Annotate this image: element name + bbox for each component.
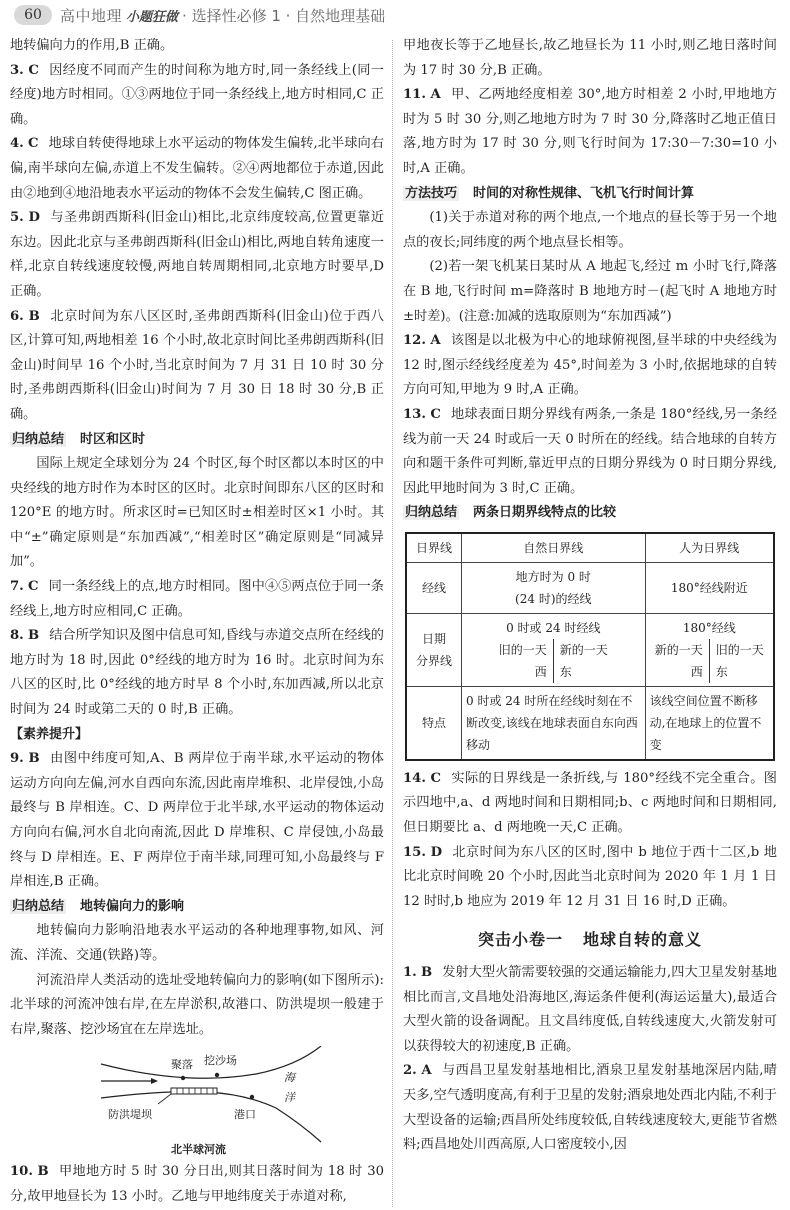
table-row	[406, 562, 774, 613]
table-cell: 地方时为 0 时 (24 时)的经线	[462, 562, 646, 613]
answer-7: 7. C 同一条经线上的点,地方时相同。图中④⑤两点位于同一条经线上,地方时应相同,C 正确。	[10, 579, 384, 619]
table-header-cell: 日界线	[406, 533, 462, 563]
levee-shape	[171, 1088, 217, 1094]
table-row	[406, 613, 774, 686]
method-text-1: (1)关于赤道对称的两个地点,一个地点的昼长等于另一个地点的夜长;同纬度的两个地点昼长相等。	[403, 210, 777, 250]
label-port: 港口	[234, 1108, 256, 1122]
left-column	[10, 34, 384, 1210]
label-sand-pit: 挖沙场	[204, 1054, 237, 1068]
table-cell: 0 时或 24 时所在经线时刻在不断改变,该线在地球表面自东向西移动	[462, 686, 646, 760]
answer-14: 14. C 实际的日界线是一条折线,与 180°经线不完全重合。图示四地中,a、d 两地时间和日期相同;b、c 两地时间和日期相同,但日期要比 a、d 两地晚一天,C 正确。	[403, 770, 777, 836]
summary-text-coriolis-1: 地转偏向力影响沿地表水平运动的各种地理事物,如风、河流、洋流、交通(铁路)等。	[10, 923, 384, 963]
brand-logo: 小题狂做	[126, 9, 179, 25]
row-label: 经线	[406, 562, 462, 613]
quiz-answer-2: 2. A 与西昌卫星发射基地相比,酒泉卫星发射基地深居内陆,晴天多,空气透明度高,有利于卫星的发射;酒泉地处西北内陆,不利于大型设备的运输;西昌所处纬度较低,自转线速度较大,更能节省燃料;西昌地处川西高原,人口密度较小,因	[403, 1063, 777, 1153]
summary-text-coriolis-2: 河流沿岸人类活动的选址受地转偏向力的影响(如下图所示):北半球的河流冲蚀右岸,在左岸淤积,故港口、防洪堤坝一般建于右岸,聚落、挖沙场宜在左岸选址。	[10, 972, 384, 1037]
answer-6: 6. B 北京时间为东八区区时,圣弗朗西斯科(旧金山)位于西八区,计算可知,两地相差 16 个小时,故北京时间比圣弗朗西斯科(旧金山)时间早 16 个小时,当北京时间为 7 月 31 日 10 时 30 分时,圣弗朗西斯科(旧金山)时间为 7 月 30 日 18 时 30 分,B 正确。	[10, 308, 384, 422]
continued-paragraph-right: 甲地夜长等于乙地昼长,故乙地昼长为 11 小时,则乙地日落时间为 17 时 30 分,B 正确。	[403, 38, 777, 78]
river-diagram	[96, 1046, 326, 1156]
answer-3: 3. C 因经度不同而产生的时间称为地方时,同一条经线上(同一经度)地方时相同。①③两地位于同一条经线上,地方时相同,C 正确。	[10, 62, 384, 127]
page-header	[0, 0, 790, 30]
table-header-cell: 自然日界线	[462, 533, 646, 563]
flow-arrow-head	[151, 1078, 158, 1084]
right-column	[403, 34, 777, 1158]
table-row	[406, 686, 774, 760]
label-settlement: 聚落	[171, 1058, 193, 1072]
answer-13: 13. C 地球表面日期分界线有两条,一条是 180°经线,另一条经线为前一天 24 时或后一天 0 时所在的经线。结合地球的自转方向和题干条件可判断,靠近甲点的日期分界线为 0 时日期分界线,因此甲地时间为 3 时,C 正确。	[403, 406, 777, 496]
table-header-row	[406, 533, 774, 563]
method-text-2: (2)若一架飞机某日某时从 A 地起飞,经过 m 小时飞行,降落在 B 地,飞行时间 m=降落时 B 地地方时－(起飞时 A 地地方时±时差)。(注意:加减的选取原则为“东加西减”)	[403, 259, 777, 324]
column-divider	[392, 40, 393, 1207]
answer-12: 12. A 该图是以北极为中心的地球俯视图,昼半球的中央经线为 12 时,图示经线经度差为 45°,时间差为 3 小时,依据地球的自转方向可知,甲地为 9 时,A 正确。	[403, 333, 777, 398]
section-title: 突击小卷一 地球自转的意义	[477, 930, 703, 950]
answer-9: 9. B 由图中纬度可知,A、B 两岸位于南半球,水平运动的物体运动方向向左偏,河水自西向东流,因此南岸堆积、北岸侵蚀,小岛最终与 B 岸相连。C、D 两岸位于北半球,水平运动的物体运动方向向右偏,河水自北向南流,因此 D 岸堆积、C 岸侵蚀,小岛最终与 D 岸相连。E、F 两岸位于南半球,同理可知,小岛最终与 F 岸相连,B 正确。	[10, 751, 384, 890]
book-title: 高中地理	[60, 6, 123, 25]
answer-8: 8. B 结合所学知识及图中信息可知,昏线与赤道交点所在经线的地方时为 18 时,因此 0°经线的地方时为 16 时。北京时间为东八区的区时,比 0°经线的地方时早 8 个小时,东加西减,所以北京时间为 24 时或第二天的 0 时,B 正确。	[10, 628, 384, 718]
method-heading: 方法技巧 时间的对称性规律、飞机飞行时间计算	[405, 185, 695, 201]
table-cell: 该线空间位置不断移动,在地球上的位置不变	[645, 686, 774, 760]
answer-11: 11. A 甲、乙两地经度相差 30°,地方时相差 2 小时,甲地地方时为 5 时 30 分,则乙地地方时为 7 时 30 分,降落时乙地正值日落,地方时为 17 时 30 分,则飞行时间为 17:30－7:30=10 小时,A 正确。	[403, 87, 777, 176]
answer-10: 10. B 甲地地方时 5 时 30 分日出,则其日落时间为 18 时 30 分,故甲地昼长为 13 小时。乙地与甲地纬度关于赤道对称,	[10, 1164, 384, 1204]
table-header-cell: 人为日界线	[645, 533, 774, 563]
summary-heading-date-line: 归纳总结 两条日期界线特点的比较	[405, 505, 617, 521]
row-label: 日期 分界线	[406, 613, 462, 686]
label-ocean: 海洋	[284, 1071, 295, 1105]
page-number: 60	[14, 5, 52, 25]
table-cell: 180°经线 新的一天 旧的一天 西 东	[645, 613, 774, 686]
continued-paragraph: 地转偏向力的作用,B 正确。	[10, 38, 174, 53]
date-line-comparison-table	[405, 532, 775, 761]
summary-heading-time-zones: 归纳总结 时区和区时	[12, 431, 146, 447]
literacy-heading: 【素养提升】	[10, 726, 89, 742]
row-label: 特点	[406, 686, 462, 760]
summary-text-time-zones: 国际上规定全球划分为 24 个时区,每个时区都以本时区的中央经线的地方时作为本时区的区时。北京时间即东八区的区时和 120°E 的地方时。所求区时=已知区时±相差时区×1 小时。其中“±”确定原则是“东加西减”,“相差时区”确定原则是“同减异加”。	[10, 456, 384, 570]
quiz-answer-1: 1. B 发射大型火箭需要较强的交通运输能力,四大卫星发射基地相比而言,文昌地处沿海地区,海运条件便利(海运运量大),最适合大型火箭的设备调配。且文昌纬度低,自转线速度大,火箭发射可以获得较大的初速度,B 正确。	[403, 965, 777, 1054]
book-subtitle: · 选择性必修 1 · 自然地理基础	[182, 6, 386, 25]
answer-4: 4. C 地球自转使得地球上水平运动的物体发生偏转,北半球向右偏,南半球向左偏,赤道上不发生偏转。②④两地都位于赤道,因此由②地到④地沿地表水平运动的物体不会发生偏转,C 图正确。	[10, 136, 384, 201]
table-cell: 0 时或 24 时经线 旧的一天 新的一天 西 东	[462, 613, 646, 686]
levee-pointer	[158, 1094, 171, 1104]
figure-caption: 北半球河流	[171, 1143, 226, 1157]
answer-15: 15. D 北京时间为东八区的区时,图中 b 地位于西十二区,b 地比北京时间晚 20 个小时,因此当北京时间为 2020 年 1 月 1 日 12 时时,b 地应为 2019 年 12 月 31 日 16 时,D 正确。	[403, 844, 777, 909]
label-levee: 防洪堤坝	[108, 1108, 152, 1122]
answer-5: 5. D 与圣弗朗西斯科(旧金山)相比,北京纬度较高,位置更靠近东边。因此北京与圣弗朗西斯科(旧金山)相比,两地自转角速度一样,北京自转线速度较慢,两地自转周期相同,北京地方时要早,D 正确。	[10, 210, 385, 299]
port-dot	[250, 1095, 254, 1099]
table-cell: 180°经线附近	[645, 562, 774, 613]
summary-heading-coriolis: 归纳总结 地转偏向力的影响	[12, 898, 185, 914]
